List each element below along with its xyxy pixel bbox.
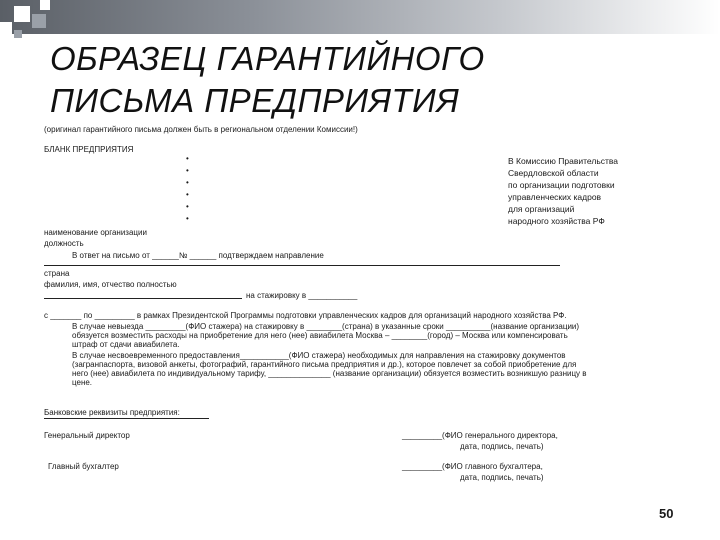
slide-title bbox=[50, 38, 670, 122]
director-label: Генеральный директор bbox=[44, 431, 130, 440]
country-label: страна bbox=[44, 269, 70, 278]
header-band bbox=[0, 0, 720, 34]
page-number: 50 bbox=[659, 506, 674, 521]
addressee-line: для организаций bbox=[508, 204, 575, 214]
reply-line: В ответ на письмо от ______№ ______ подтверждаем направление bbox=[72, 251, 324, 260]
paragraph-late-docs-1: В случае несвоевременного предоставления___________(ФИО стажера) необходимых для направления на стажировку документов bbox=[72, 351, 566, 360]
decor-square bbox=[32, 14, 46, 28]
accountant-signature: _________(ФИО главного бухгалтера, bbox=[402, 462, 543, 471]
org-name-label: наименование организации bbox=[44, 228, 147, 237]
addressee-line: В Комиссию Правительства bbox=[508, 156, 619, 166]
bullet: • bbox=[186, 178, 189, 187]
original-note: (оригинал гарантийного письма должен быть в региональном отделении Комиссии!) bbox=[44, 125, 358, 134]
paragraph-late-docs-3: него (нее) авиабилета по индивидуальному тарифу, ______________ (название организации) обязуется возместить возникшую разницу в bbox=[72, 369, 587, 378]
position-label: должность bbox=[44, 239, 84, 248]
addressee-line: Свердловской области bbox=[508, 168, 599, 178]
fio-label: фамилия, имя, отчество полностью bbox=[44, 280, 177, 289]
bullet: • bbox=[186, 166, 189, 175]
director-signature-note: дата, подпись, печать) bbox=[460, 442, 544, 451]
addressee-line: по организации подготовки bbox=[508, 180, 615, 190]
paragraph-no-show-2: обязуется возместить расходы на приобретение для него (нее) авиабилета Москва – ________(город) – Москва или компенсировать bbox=[72, 331, 568, 340]
bullet-list bbox=[186, 153, 189, 225]
decor-square bbox=[40, 0, 50, 10]
addressee-block bbox=[508, 155, 618, 227]
bullet: • bbox=[186, 190, 189, 199]
paragraph-late-docs-4: цене. bbox=[72, 378, 93, 387]
bullet: • bbox=[186, 214, 189, 223]
fill-line bbox=[44, 298, 242, 299]
bank-underline bbox=[44, 418, 209, 419]
internship-label: на стажировку в ___________ bbox=[246, 291, 358, 300]
addressee-line: управленческих кадров bbox=[508, 192, 602, 202]
paragraph-no-show-3: штраф от сдачи авиабилета. bbox=[72, 340, 180, 349]
accountant-label: Главный бухгалтер bbox=[48, 462, 119, 471]
paragraph-no-show-1: В случае невыезда _________(ФИО стажера) на стажировку в ________(страна) в указанные сроки __________(название организации) bbox=[72, 322, 580, 331]
decor-square bbox=[0, 22, 12, 34]
bullet: • bbox=[186, 202, 189, 211]
decor-square bbox=[14, 30, 22, 38]
paragraph-dates: с _______ по _________ в рамках Президентской Программы подготовки управленческих кадров для организаций народного хозяйства РФ. bbox=[44, 311, 567, 320]
bank-details-label: Банковские реквизиты предприятия: bbox=[44, 408, 180, 417]
accountant-signature-note: дата, подпись, печать) bbox=[460, 473, 544, 482]
director-signature: _________(ФИО генерального директора, bbox=[402, 431, 558, 440]
fill-line bbox=[44, 265, 560, 266]
title-line-2: ПИСЬМА ПРЕДПРИЯТИЯ bbox=[50, 82, 460, 119]
addressee-line: народного хозяйства РФ bbox=[508, 216, 605, 226]
company-blank: БЛАНК ПРЕДПРИЯТИЯ bbox=[44, 145, 134, 154]
bullet: • bbox=[186, 154, 189, 163]
paragraph-late-docs-2: (загранпаспорта, визовой анкеты, фотографий, гарантийного письма предприятия и др.), которое повлечет за собой приобретение для bbox=[72, 360, 577, 369]
title-line-1: ОБРАЗЕЦ ГАРАНТИЙНОГО bbox=[50, 40, 485, 77]
decor-square bbox=[14, 6, 30, 22]
